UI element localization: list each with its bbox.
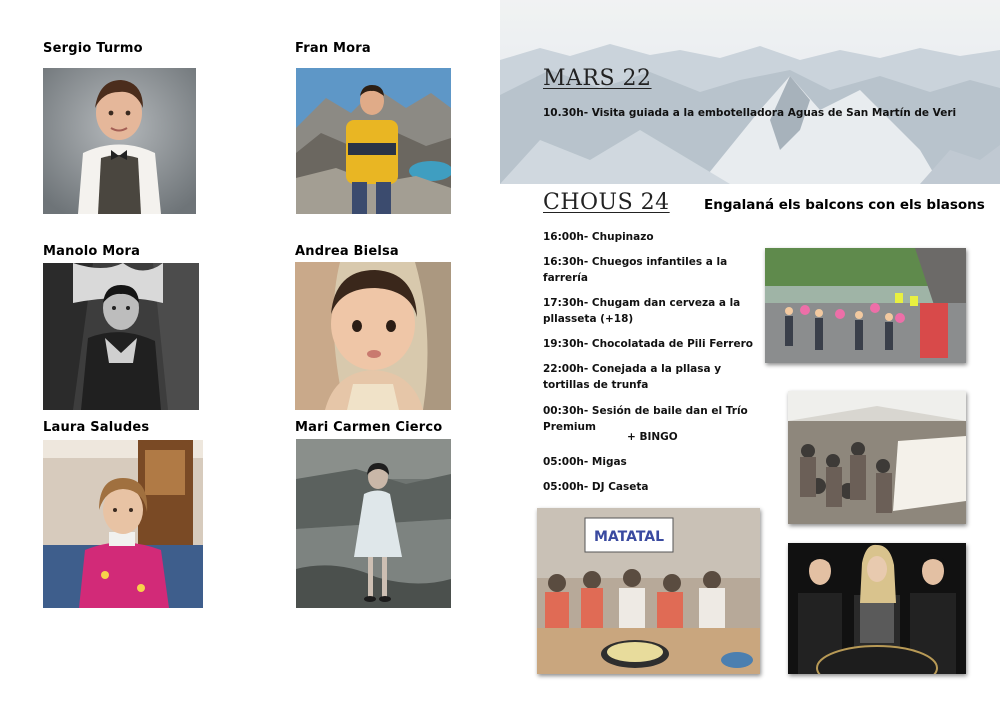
sign-text: MATATAL: [593, 529, 665, 545]
chous-date-title: CHOUS 24: [543, 190, 670, 215]
person-name-manolo: Manolo Mora: [43, 244, 141, 259]
person-name-andrea: Andrea Bielsa: [295, 244, 399, 259]
person-name-fran: Fran Mora: [295, 41, 371, 56]
march-date-title: MARS 22: [543, 66, 652, 91]
photo-fran-mountain: [296, 68, 451, 214]
photo-street-crowd: [765, 248, 966, 363]
schedule-item-conejada: 22:00h- Conejada a la pllasa y tortillas de trunfa: [543, 363, 722, 391]
mountain-banner-image: [500, 0, 1000, 184]
photo-cooking-migas: [537, 508, 760, 674]
photo-sergio-child: [43, 68, 196, 214]
chous-subtitle: Engalaná els balcons con els blasons: [704, 197, 985, 213]
photo-tent-dinner: [788, 391, 966, 524]
schedule-item-dj: 05:00h- DJ Caseta: [543, 481, 649, 493]
schedule-item-chupinazo: 16:00h- Chupinazo: [543, 231, 654, 243]
schedule-item-chocolatada: 19:30h- Chocolatada de Pili Ferrero: [543, 338, 753, 350]
photo-mari-carmen-vintage: [296, 439, 451, 608]
schedule-item-chuegos: 16:30h- Chuegos infantiles a la farrería: [543, 256, 728, 284]
march-event: 10.30h- Visita guiada a la embotelladora Aguas de San Martín de Veri: [543, 107, 957, 119]
photo-laura-child: [43, 440, 203, 608]
person-name-laura: Laura Saludes: [43, 420, 150, 435]
photo-andrea-baby: [295, 262, 451, 410]
person-name-sergio: Sergio Turmo: [43, 41, 143, 56]
person-name-mari-carmen: Mari Carmen Cierco: [295, 420, 443, 435]
schedule-item-cerveza: 17:30h- Chugam dan cerveza a la pllasseta (+18): [543, 297, 741, 325]
photo-manolo-vintage: [43, 263, 199, 410]
schedule-item-baile: 00:30h- Sesión de baile dan el Trío Premium: [543, 405, 748, 433]
photo-trio-premium: [788, 543, 966, 674]
schedule-item-bingo: + BINGO: [627, 431, 678, 443]
schedule-item-migas: 05:00h- Migas: [543, 456, 627, 468]
